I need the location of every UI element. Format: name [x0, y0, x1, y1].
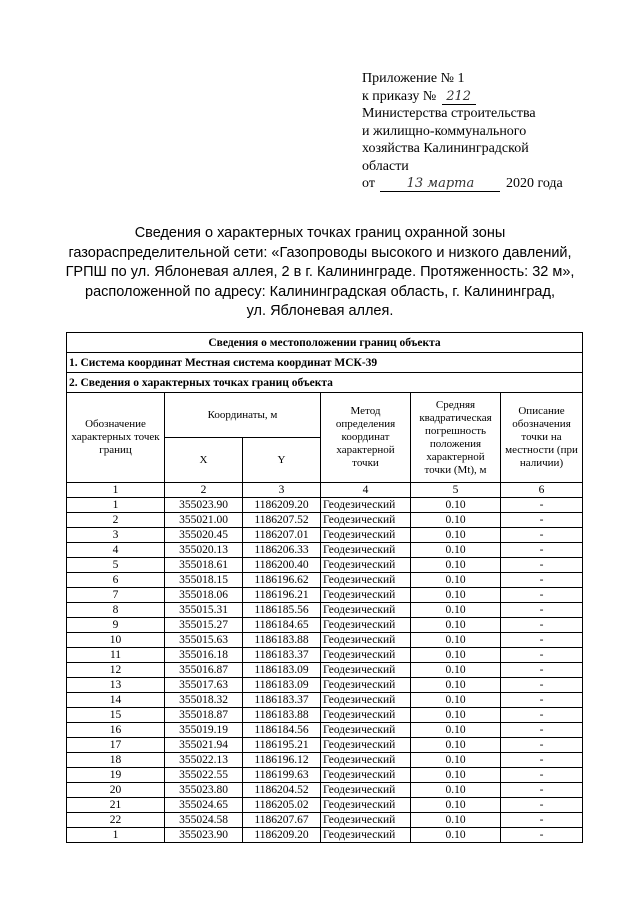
table-row — [67, 513, 583, 528]
cell-point-id: 14 — [67, 693, 165, 708]
cell-x: 355017.63 — [165, 678, 243, 693]
cell-method: Геодезический — [321, 558, 411, 573]
cell-accuracy: 0.10 — [411, 513, 501, 528]
title-line-4: расположенной по адресу: Калининградская область, г. Калининград, — [85, 283, 555, 300]
table-row — [67, 708, 583, 723]
col-number: 2 — [165, 483, 243, 498]
cell-description: - — [501, 753, 583, 768]
cell-description: - — [501, 528, 583, 543]
appendix-ministry-1: Министерства строительства — [362, 106, 536, 121]
cell-y: 1186205.02 — [243, 798, 321, 813]
order-prefix: к приказу № — [362, 88, 437, 104]
cell-y: 1186183.09 — [243, 678, 321, 693]
boundary-points-table — [66, 332, 583, 843]
appendix-ministry-2: и жилищно-коммунального — [362, 123, 527, 139]
table-body — [67, 498, 583, 843]
cell-method: Геодезический — [321, 678, 411, 693]
cell-description: - — [501, 648, 583, 663]
cell-method: Геодезический — [321, 618, 411, 633]
cell-accuracy: 0.10 — [411, 708, 501, 723]
cell-y: 1186183.37 — [243, 693, 321, 708]
cell-description: - — [501, 603, 583, 618]
table-row — [67, 633, 583, 648]
cell-x: 355023.80 — [165, 783, 243, 798]
col-header-x: X — [165, 438, 243, 483]
cell-y: 1186196.12 — [243, 753, 321, 768]
cell-method: Геодезический — [321, 603, 411, 618]
date-line — [362, 175, 602, 193]
date-suffix: 2020 года — [505, 176, 563, 191]
date-handwritten: 13 марта — [380, 177, 500, 192]
cell-method: Геодезический — [321, 753, 411, 768]
cell-y: 1186207.01 — [243, 528, 321, 543]
cell-y: 1186183.88 — [243, 708, 321, 723]
cell-description: - — [501, 738, 583, 753]
cell-x: 355015.63 — [165, 633, 243, 648]
table-row — [67, 783, 583, 798]
cell-accuracy: 0.10 — [411, 618, 501, 633]
cell-y: 1186209.20 — [243, 828, 321, 843]
cell-y: 1186196.62 — [243, 573, 321, 588]
cell-y: 1186206.33 — [243, 543, 321, 558]
appendix-ministry-4: области — [362, 158, 409, 174]
cell-description: - — [501, 663, 583, 678]
cell-method: Геодезический — [321, 798, 411, 813]
table-row — [67, 828, 583, 843]
cell-method: Геодезический — [321, 768, 411, 783]
cell-accuracy: 0.10 — [411, 573, 501, 588]
cell-description: - — [501, 558, 583, 573]
table-row — [67, 798, 583, 813]
cell-method: Геодезический — [321, 783, 411, 798]
cell-point-id: 9 — [67, 618, 165, 633]
cell-method: Геодезический — [321, 663, 411, 678]
cell-accuracy: 0.10 — [411, 768, 501, 783]
cell-description: - — [501, 633, 583, 648]
cell-accuracy: 0.10 — [411, 543, 501, 558]
cell-x: 355021.94 — [165, 738, 243, 753]
col-number: 5 — [411, 483, 501, 498]
table-row — [67, 693, 583, 708]
cell-description: - — [501, 588, 583, 603]
cell-x: 355015.31 — [165, 603, 243, 618]
cell-y: 1186183.37 — [243, 648, 321, 663]
cell-description: - — [501, 573, 583, 588]
cell-point-id: 3 — [67, 528, 165, 543]
cell-point-id: 20 — [67, 783, 165, 798]
cell-accuracy: 0.10 — [411, 738, 501, 753]
cell-x: 355023.90 — [165, 828, 243, 843]
cell-description: - — [501, 813, 583, 828]
cell-point-id: 2 — [67, 513, 165, 528]
cell-x: 355022.55 — [165, 768, 243, 783]
cell-method: Геодезический — [321, 513, 411, 528]
cell-point-id: 21 — [67, 798, 165, 813]
cell-accuracy: 0.10 — [411, 633, 501, 648]
cell-y: 1186183.09 — [243, 663, 321, 678]
table-row — [67, 663, 583, 678]
cell-method: Геодезический — [321, 813, 411, 828]
cell-method: Геодезический — [321, 828, 411, 843]
cell-accuracy: 0.10 — [411, 498, 501, 513]
cell-y: 1186195.21 — [243, 738, 321, 753]
col-header-point: Обозначение характерных точек границ — [67, 393, 165, 483]
document-title — [60, 224, 580, 322]
col-header-coords: Координаты, м — [165, 393, 321, 438]
cell-method: Геодезический — [321, 543, 411, 558]
cell-method: Геодезический — [321, 573, 411, 588]
cell-description: - — [501, 828, 583, 843]
cell-x: 355020.45 — [165, 528, 243, 543]
cell-description: - — [501, 798, 583, 813]
table-row — [67, 648, 583, 663]
cell-point-id: 19 — [67, 768, 165, 783]
appendix-block — [362, 70, 602, 193]
cell-description: - — [501, 723, 583, 738]
col-header-accuracy: Средняя квадратическая погрешность положения характерной точки (Mt), м — [411, 393, 501, 483]
cell-x: 355016.87 — [165, 663, 243, 678]
cell-description: - — [501, 693, 583, 708]
date-prefix: от — [362, 176, 375, 191]
column-number-row — [67, 483, 583, 498]
cell-y: 1186183.88 — [243, 633, 321, 648]
cell-y: 1186207.67 — [243, 813, 321, 828]
cell-description: - — [501, 783, 583, 798]
cell-point-id: 13 — [67, 678, 165, 693]
table-row — [67, 603, 583, 618]
cell-point-id: 1 — [67, 498, 165, 513]
cell-x: 355024.58 — [165, 813, 243, 828]
cell-accuracy: 0.10 — [411, 558, 501, 573]
col-header-y: Y — [243, 438, 321, 483]
appendix-ministry-3: хозяйства Калининградской — [362, 141, 529, 156]
order-line — [362, 88, 602, 106]
table-row — [67, 588, 583, 603]
cell-accuracy: 0.10 — [411, 603, 501, 618]
cell-method: Геодезический — [321, 693, 411, 708]
cell-method: Геодезический — [321, 708, 411, 723]
table-row — [67, 543, 583, 558]
cell-description: - — [501, 768, 583, 783]
points-section-row: 2. Сведения о характерных точках границ объекта — [67, 373, 583, 393]
cell-description: - — [501, 618, 583, 633]
title-line-5: ул. Яблоневая аллея. — [246, 303, 394, 319]
cell-point-id: 11 — [67, 648, 165, 663]
cell-accuracy: 0.10 — [411, 678, 501, 693]
cell-accuracy: 0.10 — [411, 723, 501, 738]
cell-point-id: 10 — [67, 633, 165, 648]
table-row — [67, 813, 583, 828]
cell-accuracy: 0.10 — [411, 828, 501, 843]
cell-point-id: 4 — [67, 543, 165, 558]
cell-description: - — [501, 678, 583, 693]
cell-x: 355020.13 — [165, 543, 243, 558]
cell-point-id: 17 — [67, 738, 165, 753]
table-row — [67, 618, 583, 633]
cell-description: - — [501, 513, 583, 528]
table-row — [67, 738, 583, 753]
cell-y: 1186184.65 — [243, 618, 321, 633]
cell-accuracy: 0.10 — [411, 588, 501, 603]
cell-description: - — [501, 498, 583, 513]
cell-x: 355018.61 — [165, 558, 243, 573]
cell-x: 355015.27 — [165, 618, 243, 633]
cell-x: 355023.90 — [165, 498, 243, 513]
col-number: 4 — [321, 483, 411, 498]
cell-method: Геодезический — [321, 648, 411, 663]
cell-method: Геодезический — [321, 528, 411, 543]
table-row — [67, 723, 583, 738]
cell-description: - — [501, 708, 583, 723]
order-number-handwritten: 212 — [442, 90, 476, 105]
cell-point-id: 22 — [67, 813, 165, 828]
cell-method: Геодезический — [321, 738, 411, 753]
cell-description: - — [501, 543, 583, 558]
cell-point-id: 8 — [67, 603, 165, 618]
coordinate-system-row: 1. Система координат Местная система координат МСК-39 — [67, 353, 583, 373]
cell-x: 355016.18 — [165, 648, 243, 663]
cell-x: 355019.19 — [165, 723, 243, 738]
cell-y: 1186185.56 — [243, 603, 321, 618]
cell-x: 355018.06 — [165, 588, 243, 603]
cell-point-id: 1 — [67, 828, 165, 843]
cell-accuracy: 0.10 — [411, 783, 501, 798]
appendix-title: Приложение № 1 — [362, 71, 465, 86]
cell-x: 355024.65 — [165, 798, 243, 813]
cell-y: 1186209.20 — [243, 498, 321, 513]
title-line-2: газораспределительной сети: «Газопроводы высокого и низкого давлений, — [68, 244, 572, 261]
cell-y: 1186196.21 — [243, 588, 321, 603]
cell-point-id: 7 — [67, 588, 165, 603]
cell-point-id: 18 — [67, 753, 165, 768]
title-line-1: Сведения о характерных точках границ охранной зоны — [134, 225, 506, 241]
table-row — [67, 768, 583, 783]
col-header-description: Описание обозначения точки на местности (при наличии) — [501, 393, 583, 483]
cell-point-id: 5 — [67, 558, 165, 573]
table-row — [67, 528, 583, 543]
cell-x: 355021.00 — [165, 513, 243, 528]
cell-point-id: 6 — [67, 573, 165, 588]
cell-y: 1186200.40 — [243, 558, 321, 573]
cell-x: 355018.32 — [165, 693, 243, 708]
col-number: 6 — [501, 483, 583, 498]
table-row — [67, 753, 583, 768]
cell-y: 1186199.63 — [243, 768, 321, 783]
table-main-header: Сведения о местоположении границ объекта — [67, 333, 583, 353]
cell-accuracy: 0.10 — [411, 798, 501, 813]
cell-x: 355022.13 — [165, 753, 243, 768]
cell-accuracy: 0.10 — [411, 528, 501, 543]
table-row — [67, 573, 583, 588]
cell-point-id: 15 — [67, 708, 165, 723]
col-number: 3 — [243, 483, 321, 498]
cell-accuracy: 0.10 — [411, 813, 501, 828]
cell-accuracy: 0.10 — [411, 663, 501, 678]
table-row — [67, 498, 583, 513]
cell-point-id: 16 — [67, 723, 165, 738]
cell-accuracy: 0.10 — [411, 753, 501, 768]
table-row — [67, 558, 583, 573]
cell-method: Геодезический — [321, 498, 411, 513]
cell-accuracy: 0.10 — [411, 648, 501, 663]
cell-x: 355018.87 — [165, 708, 243, 723]
table-row — [67, 678, 583, 693]
title-line-3: ГРПШ по ул. Яблоневая аллея, 2 в г. Калининграде. Протяженность: 32 м», — [65, 264, 575, 280]
cell-y: 1186207.52 — [243, 513, 321, 528]
cell-accuracy: 0.10 — [411, 693, 501, 708]
cell-method: Геодезический — [321, 633, 411, 648]
col-header-method: Метод определения координат характерной точки — [321, 393, 411, 483]
cell-y: 1186204.52 — [243, 783, 321, 798]
cell-point-id: 12 — [67, 663, 165, 678]
cell-y: 1186184.56 — [243, 723, 321, 738]
cell-method: Геодезический — [321, 723, 411, 738]
cell-method: Геодезический — [321, 588, 411, 603]
col-number: 1 — [67, 483, 165, 498]
cell-x: 355018.15 — [165, 573, 243, 588]
